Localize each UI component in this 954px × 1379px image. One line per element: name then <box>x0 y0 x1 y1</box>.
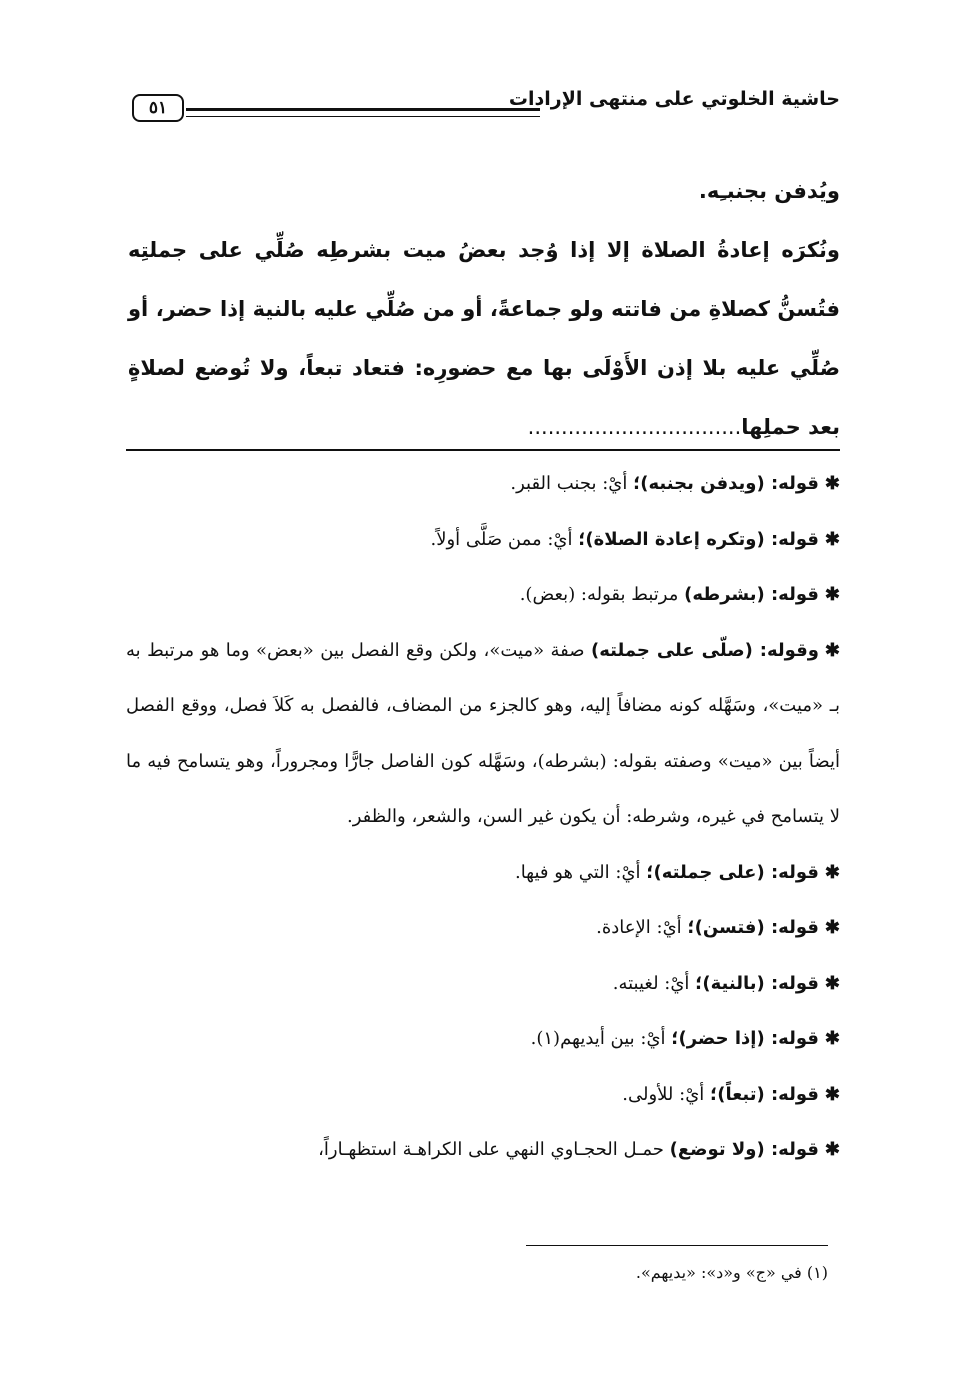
asterisk-icon: ✱ <box>824 861 840 883</box>
note-item <box>126 567 840 623</box>
asterisk-icon: ✱ <box>824 1139 840 1160</box>
note-label: قوله: (على جملته)؛ <box>646 861 819 883</box>
note-text: أيْ: ممن صَلَّى أولاً. <box>430 528 579 550</box>
asterisk-icon: ✱ <box>824 584 840 605</box>
commentary-separator <box>126 449 840 451</box>
main-text-line: ويُدفن بجنبـِه. <box>698 179 840 203</box>
book-title: حاشية الخلوتي على منتهى الإرادات <box>508 88 840 110</box>
asterisk-icon: ✱ <box>824 1083 840 1105</box>
note-text: مرتبط بقوله: (بعض). <box>519 584 685 605</box>
main-text-body: ونُكرَه إعادةُ الصلاة إلا إذا وُجد بعضُ ميت بشرطِه صُلِّي على جملتِه فتُسنُّ كصلاةِ من فاتته ولو جماعةً، أو من صُلِّي عليه بالنية إذا حضر، أو صُلِّي عليه بلا إذن الأَوْلَى بها مع حضورِه: فتعاد تبعاً، ولا تُوضع لصلاةٍ بعد حملِها <box>128 238 840 439</box>
asterisk-icon: ✱ <box>824 972 840 994</box>
note-label: قوله: (ويدفن بجنبه)؛ <box>633 473 819 494</box>
note-item <box>126 512 840 568</box>
note-item <box>126 456 840 512</box>
asterisk-icon: ✱ <box>824 528 840 550</box>
asterisk-icon: ✱ <box>824 1028 840 1049</box>
asterisk-icon: ✱ <box>824 639 841 661</box>
note-label: قوله: (وتكره إعادة الصلاة)؛ <box>578 528 819 550</box>
note-item <box>126 623 840 845</box>
footnote-rule <box>526 1245 828 1246</box>
asterisk-icon: ✱ <box>824 473 840 494</box>
running-header <box>126 88 840 128</box>
note-text: أيْ: التي هو فيها. <box>514 861 647 883</box>
note-label: قوله: (ولا توضع) <box>669 1139 819 1160</box>
note-label: قوله: (بالنية)؛ <box>695 972 819 994</box>
commentary-notes <box>126 456 840 1178</box>
note-item <box>126 1011 840 1067</box>
note-label: قوله: (تبعاً)؛ <box>710 1083 819 1105</box>
dotted-leader: ................................ <box>527 415 742 439</box>
note-text: صفة «ميت»، ولكن وقع الفصل بين «بعض» وما هو مرتبط به بـ «ميت»، وسَهَّله كونه مضافاً إليه، وهو كالجزء من المضاف، فالفصل به كَلاَ فصل، ووقع الفصل أيضاً بين «ميت» وصفته بقوله: (بشرطه)، وسَهَّله كون الفاصل جارًّا ومجروراً، وهو يتسامح فيه ما لا يتسامح في غيره، وشرطه: أن يكون غير السن، والشعر، والظفر. <box>126 639 840 827</box>
note-label: وقوله: (صلّى على جملته) <box>591 639 819 661</box>
header-rule <box>186 108 540 117</box>
main-text-paragraph <box>128 221 840 457</box>
note-item <box>126 845 840 901</box>
note-text: أيْ: لغيبته. <box>612 972 696 994</box>
note-item <box>126 1122 840 1178</box>
page-number-badge: ٥١ <box>132 94 184 122</box>
note-label: قوله: (إذا حضر)؛ <box>671 1028 819 1049</box>
note-text: أيْ: بين أيديهم(١). <box>530 1028 672 1049</box>
note-text: حمـل الحجـاوي النهي على الكراهـة استظهـاراً، <box>318 1139 670 1160</box>
note-item <box>126 956 840 1012</box>
note-item <box>126 1067 840 1123</box>
note-text: أيْ: الإعادة. <box>596 917 688 938</box>
asterisk-icon: ✱ <box>824 917 840 938</box>
note-item <box>126 900 840 956</box>
footnote: (١) في «ج» و«د»: «يديهم». <box>635 1263 828 1282</box>
note-text: أيْ: بجنب القبر. <box>510 473 634 494</box>
note-text: أيْ: للأولى. <box>622 1083 711 1105</box>
note-label: قوله: (فتسن)؛ <box>687 917 819 938</box>
main-text <box>128 162 840 457</box>
note-label: قوله: (بشرطه) <box>684 584 819 605</box>
